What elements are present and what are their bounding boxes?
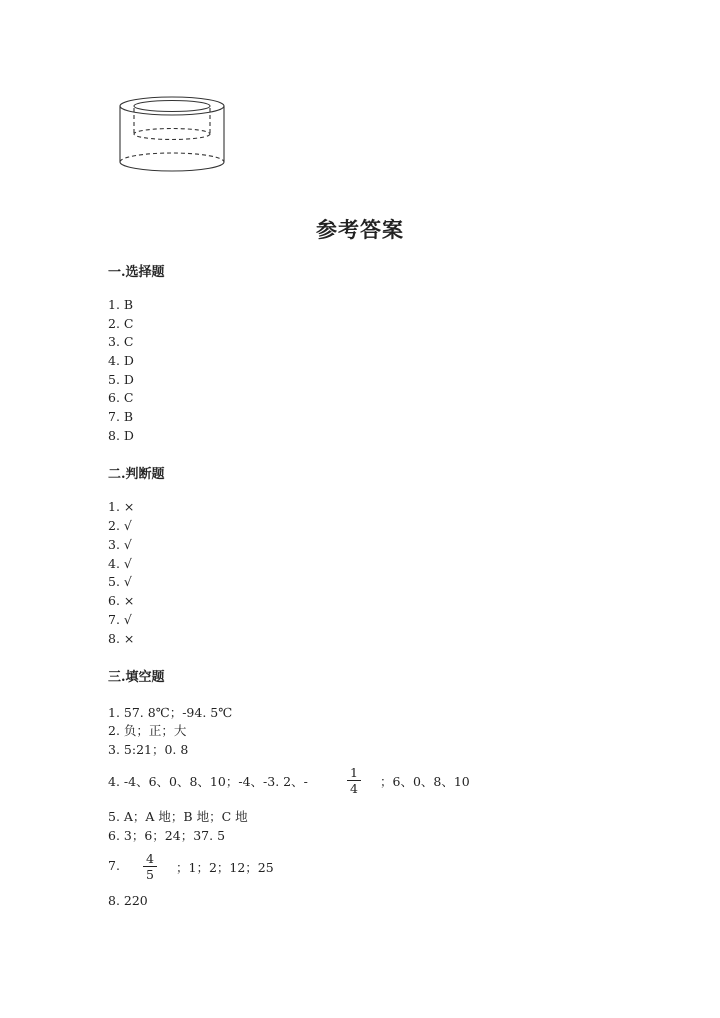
fraction-numerator: 1 [347,765,361,781]
item4-suffix: ；6、0、8、10 [380,774,470,789]
list-item: 6. 3；6；24；37. 5 [108,828,226,843]
list-item: 7. B [108,409,134,424]
list-item: 4. √ [108,556,132,571]
list-item: 3. √ [108,537,132,552]
list-item: 2. √ [108,518,132,533]
list-item: 8. 220 [108,893,148,908]
list-item: 5. A；A 地；B 地；C 地 [108,809,248,824]
list-item: 3. C [108,334,134,349]
list-item: 8. × [108,631,135,646]
page-title: 参考答案 [316,217,404,242]
item7-suffix: ；1；2；12；25 [176,860,274,875]
fraction-denominator: 4 [350,781,358,796]
list-item: 1. B [108,297,134,312]
section-heading-choice: 一.选择题 [108,265,165,280]
item7-prefix: 7. [108,858,120,873]
section-heading-fill: 三.填空题 [108,670,165,685]
list-item: 6. × [108,593,135,608]
list-item: 5. D [108,372,134,387]
list-item: 1. 57. 8℃；-94. 5℃ [108,705,233,720]
list-item: 1. × [108,499,135,514]
hollow-cylinder-figure [112,92,232,178]
fraction-denominator: 5 [146,867,154,882]
fraction [143,851,157,882]
list-item: 5. √ [108,574,132,589]
fraction-numerator: 4 [143,851,157,867]
list-item: 3. 5:21；0. 8 [108,742,189,757]
item4-prefix: 4. -4、6、0、8、10；-4、-3. 2、- [108,774,308,789]
list-item: 6. C [108,390,134,405]
fraction [347,765,361,796]
list-item: 2. C [108,316,134,331]
list-item: 7. √ [108,612,132,627]
list-item: 4. D [108,353,134,368]
list-item: 8. D [108,428,134,443]
section-heading-judge: 二.判断题 [108,467,165,482]
list-item: 2. 负；正；大 [108,723,187,738]
